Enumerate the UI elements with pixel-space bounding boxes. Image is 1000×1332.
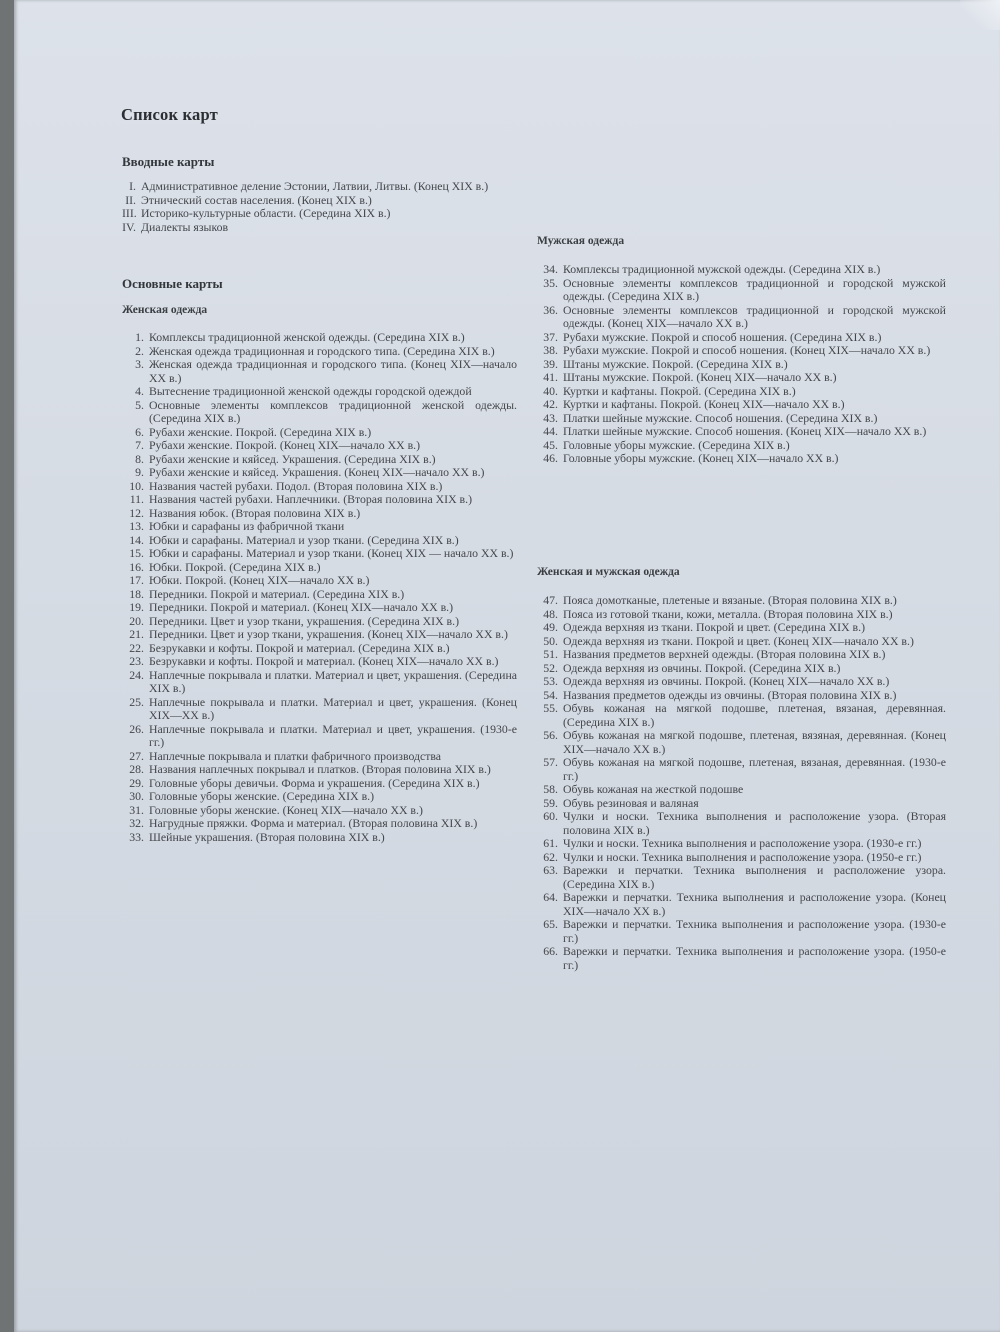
item-text: Наплечные покрывала и платки. Материал и цвет, украшения. (Середина XIX в.) <box>149 667 517 695</box>
list-item <box>122 385 517 399</box>
item-text: Рубахи мужские. Покрой и способ ношения. (Середина XIX в.) <box>563 329 882 344</box>
item-number: 6. <box>135 424 144 439</box>
item-number: 60. <box>543 809 558 823</box>
item-number: 37. <box>543 329 558 344</box>
item-text: Юбки. Покрой. (Конец XIX—начало XX в.) <box>149 573 370 587</box>
item-text: Одежда верхняя из овчины. Покрой. (Середина XIX в.) <box>563 660 841 675</box>
item-number: 49. <box>543 620 558 634</box>
list-item <box>122 493 517 507</box>
item-text: Передники. Покрой и материал. (Конец XIX—начало XX в.) <box>149 600 454 614</box>
item-number: 9. <box>135 465 144 479</box>
item-text: Женская одежда традиционная и городского типа. (Конец XIX—начало XX в.) <box>149 357 517 385</box>
list-item <box>122 207 517 221</box>
list-item <box>122 790 517 804</box>
item-text: Основные элементы комплексов традиционной женской одежды. (Середина XIX в.) <box>149 397 517 425</box>
list-item <box>122 655 517 669</box>
item-number: 18. <box>129 586 144 601</box>
item-text: Одежда верхняя из овчины. Покрой. (Конец XIX—начало XX в.) <box>563 674 890 688</box>
item-number: 44. <box>543 424 558 438</box>
item-number: 53. <box>543 674 558 688</box>
item-number: 38. <box>543 343 558 357</box>
page-title: Список карт <box>121 105 218 124</box>
men-list <box>536 263 946 466</box>
item-number: 15. <box>129 546 144 560</box>
item-number: 11. <box>129 492 144 506</box>
list-item <box>122 615 517 629</box>
list-item <box>536 277 946 304</box>
item-text: Обувь кожаная на мягкой подошве, плетеная, вязяная, деревянная. (Конец XIX—начало XX в.) <box>563 728 946 756</box>
item-number: 24. <box>129 667 144 682</box>
list-item <box>122 763 517 777</box>
list-item <box>536 837 946 851</box>
women-list <box>122 331 517 844</box>
item-number: I. <box>129 179 136 193</box>
list-item <box>536 621 946 635</box>
item-text: Женская одежда традиционная и городского типа. (Середина XIX в.) <box>149 343 495 358</box>
item-number: 23. <box>129 654 144 668</box>
item-number: 13. <box>129 519 144 533</box>
both-list <box>536 594 946 972</box>
item-text: Варежки и перчатки. Техника выполнения и расположение узора. (1950-е гг.) <box>563 944 946 972</box>
item-number: 32. <box>129 816 144 830</box>
document-page <box>14 0 1000 1332</box>
list-item <box>536 452 946 466</box>
main-heading: Основные карты <box>122 276 223 291</box>
list-item <box>536 729 946 756</box>
list-item <box>122 696 517 723</box>
list-item <box>536 398 946 412</box>
item-text: Рубахи мужские. Покрой и способ ношения. (Конец XIX—начало XX в.) <box>563 343 931 357</box>
item-text: Рубахи женские. Покрой. (Середина XIX в.) <box>149 424 372 439</box>
list-item <box>536 635 946 649</box>
item-text: Передники. Покрой и материал. (Середина XIX в.) <box>149 586 405 601</box>
item-number: 36. <box>543 302 558 317</box>
list-item <box>536 918 946 945</box>
list-item <box>536 756 946 783</box>
item-text: Головные уборы мужские. (Конец XIX—начало XX в.) <box>563 451 839 465</box>
item-text: Обувь кожаная на мягкой подошве, плетеная, вязаная, деревянная. (1930-е гг.) <box>563 755 946 783</box>
item-number: 57. <box>543 755 558 769</box>
list-item <box>122 520 517 534</box>
item-text: Платки шейные мужские. Способ ношения. (Середина XIX в.) <box>563 410 878 425</box>
men-heading: Мужская одежда <box>537 235 625 247</box>
item-number: 17. <box>129 573 144 587</box>
item-text: Головные уборы мужские. (Середина XIX в.) <box>563 437 790 452</box>
item-number: 14. <box>129 532 144 547</box>
list-item <box>536 608 946 622</box>
list-item <box>122 426 517 440</box>
item-number: 58. <box>543 782 558 796</box>
item-number: 40. <box>543 383 558 398</box>
item-text: Чулки и носки. Техника выполнения и расположение узора. (Вторая половина XIX в.) <box>563 809 946 837</box>
item-number: 26. <box>129 721 144 736</box>
list-item <box>122 750 517 764</box>
list-item <box>536 648 946 662</box>
item-text: Куртки и кафтаны. Покрой. (Конец XIX—начало XX в.) <box>563 397 845 411</box>
item-text: Обувь кожаная на мягкой подошве, плетеная, вязаная, деревянная. (Середина XIX в.) <box>563 701 946 729</box>
both-heading: Женская и мужская одежда <box>537 566 680 578</box>
list-item <box>536 702 946 729</box>
item-text: Одежда верхняя из ткани. Покрой и цвет. (Конец XIX—начало XX в.) <box>563 633 914 648</box>
item-text: Диалекты языков <box>141 219 229 234</box>
item-number: 33. <box>129 829 144 844</box>
list-item <box>122 358 517 385</box>
item-text: Основные элементы комплексов традиционной и городской мужской одежды. (Середина XIX в.) <box>563 275 946 303</box>
item-number: 25. <box>129 694 144 709</box>
list-item <box>122 831 517 845</box>
list-item <box>536 331 946 345</box>
list-item <box>536 945 946 972</box>
item-number: 7. <box>135 438 144 452</box>
item-text: Названия частей рубахи. Подол. (Вторая половина XIX в.) <box>149 478 443 493</box>
item-text: Наплечные покрывала и платки. Материал и цвет, украшения. (1930-е гг.) <box>149 721 517 749</box>
list-item <box>122 642 517 656</box>
list-item <box>122 804 517 818</box>
list-item <box>536 891 946 918</box>
item-text: Историко-культурные области. (Середина XIX в.) <box>141 206 391 220</box>
item-number: 2. <box>135 343 144 358</box>
item-number: 10. <box>129 478 144 493</box>
item-text: Пояса из готовой ткани, кожи, металла. (Вторая половина XIX в.) <box>563 606 893 621</box>
item-text: Обувь резиновая и валяная <box>563 795 699 810</box>
item-number: 48. <box>543 606 558 621</box>
list-item <box>536 304 946 331</box>
list-item <box>536 689 946 703</box>
list-item <box>536 783 946 797</box>
list-item <box>122 547 517 561</box>
item-text: Куртки и кафтаны. Покрой. (Середина XIX в.) <box>563 383 796 398</box>
item-number: 64. <box>543 890 558 904</box>
item-number: 51. <box>543 647 558 661</box>
list-item <box>536 864 946 891</box>
item-text: Чулки и носки. Техника выполнения и расположение узора. (1950-е гг.) <box>563 849 922 864</box>
item-text: Чулки и носки. Техника выполнения и расположение узора. (1930-е гг.) <box>563 836 922 850</box>
item-number: 29. <box>129 775 144 790</box>
list-item <box>122 399 517 426</box>
item-number: 55. <box>543 701 558 715</box>
item-number: III. <box>122 206 137 220</box>
item-text: Штаны мужские. Покрой. (Середина XIX в.) <box>563 356 788 371</box>
item-text: Названия предметов одежды из овчины. (Вторая половина XIX в.) <box>563 687 897 702</box>
item-text: Вытеснение традиционной женской одежды городской одеждой <box>149 384 472 398</box>
item-text: Наплечные покрывала и платки. Материал и цвет, украшения. (Конец XIX—XX в.) <box>149 694 517 722</box>
list-item <box>122 574 517 588</box>
item-number: 50. <box>543 633 558 648</box>
item-text: Обувь кожаная на жесткой подошве <box>563 782 744 796</box>
list-item <box>122 480 517 494</box>
item-number: 16. <box>129 559 144 574</box>
list-item <box>536 371 946 385</box>
item-text: Головные уборы женские. (Конец XIX—начало XX в.) <box>149 802 423 817</box>
item-text: Нагрудные пряжки. Форма и материал. (Вторая половина XIX в.) <box>149 816 478 830</box>
item-text: Безрукавки и кофты. Покрой и материал. (Конец XIX—начало XX в.) <box>149 654 499 668</box>
item-text: Наплечные покрывала и платки фабричного производства <box>149 748 442 763</box>
item-number: 28. <box>129 762 144 776</box>
item-text: Платки шейные мужские. Способ ношения. (Конец XIX—начало XX в.) <box>563 424 927 438</box>
list-item <box>122 628 517 642</box>
item-text: Варежки и перчатки. Техника выполнения и расположение узора. (Середина XIX в.) <box>563 863 946 891</box>
list-item <box>536 412 946 426</box>
item-number: 1. <box>135 330 144 344</box>
item-number: 62. <box>543 849 558 864</box>
item-text: Пояса домотканые, плетеные и вязаные. (Вторая половина XIX в.) <box>563 593 897 607</box>
list-item <box>536 810 946 837</box>
list-item <box>536 662 946 676</box>
item-text: Этнический состав населения. (Конец XIX в.) <box>141 192 372 207</box>
list-item <box>122 331 517 345</box>
item-number: IV. <box>122 219 136 234</box>
women-heading: Женская одежда <box>122 304 208 316</box>
list-item <box>122 588 517 602</box>
item-number: 43. <box>543 410 558 425</box>
item-number: 5. <box>135 397 144 412</box>
list-item <box>122 534 517 548</box>
item-number: 21. <box>129 627 144 641</box>
item-text: Одежда верхняя из ткани. Покрой и цвет. (Середина XIX в.) <box>563 620 866 634</box>
list-item <box>536 675 946 689</box>
item-text: Основные элементы комплексов традиционной и городской мужской одежды. (Конец XIX—начало XX в.) <box>563 302 946 330</box>
item-text: Передники. Цвет и узор ткани, украшения. (Середина XIX в.) <box>149 613 460 628</box>
item-text: Комплексы традиционной женской одежды. (Середина XIX в.) <box>149 330 465 344</box>
item-number: II. <box>125 192 136 207</box>
item-number: 30. <box>129 789 144 803</box>
item-number: 46. <box>543 451 558 465</box>
item-text: Безрукавки и кофты. Покрой и материал. (Середина XIX в.) <box>149 640 450 655</box>
item-text: Административное деление Эстонии, Латвии, Литвы. (Конец XIX в.) <box>141 179 489 193</box>
item-text: Передники. Цвет и узор ткани, украшения. (Конец XIX—начало XX в.) <box>149 627 508 641</box>
item-text: Рубахи женские и кяйсед. Украшения. (Середина XIX в.) <box>149 451 436 466</box>
list-item <box>536 797 946 811</box>
list-item <box>122 817 517 831</box>
list-item <box>122 507 517 521</box>
list-item <box>536 358 946 372</box>
list-item <box>122 601 517 615</box>
list-item <box>536 344 946 358</box>
item-number: 22. <box>129 640 144 655</box>
list-item <box>122 466 517 480</box>
item-number: 39. <box>543 356 558 371</box>
item-text: Шейные украшения. (Вторая половина XIX в.) <box>149 829 385 844</box>
item-text: Штаны мужские. Покрой. (Конец XIX—начало XX в.) <box>563 370 837 384</box>
list-item <box>122 777 517 791</box>
item-number: 27. <box>129 748 144 763</box>
item-number: 66. <box>543 944 558 958</box>
item-text: Юбки и сарафаны из фабричной ткани <box>149 519 345 533</box>
list-item <box>536 594 946 608</box>
list-item <box>122 194 517 208</box>
item-number: 59. <box>543 795 558 810</box>
item-number: 31. <box>129 802 144 817</box>
item-number: 42. <box>543 397 558 411</box>
item-number: 20. <box>129 613 144 628</box>
item-text: Юбки. Покрой. (Середина XIX в.) <box>149 559 321 574</box>
item-text: Юбки и сарафаны. Материал и узор ткани. (Середина XIX в.) <box>149 532 459 547</box>
item-text: Варежки и перчатки. Техника выполнения и расположение узора. (1930-е гг.) <box>563 917 946 945</box>
item-text: Головные уборы женские. (Середина XIX в.) <box>149 789 375 803</box>
page-corner-crease <box>960 0 1000 30</box>
list-item <box>122 345 517 359</box>
item-text: Головные уборы девичьи. Форма и украшения. (Середина XIX в.) <box>149 775 480 790</box>
list-item <box>122 669 517 696</box>
item-number: 41. <box>543 370 558 384</box>
intro-heading: Вводные карты <box>122 154 215 169</box>
item-text: Комплексы традиционной мужской одежды. (Середина XIX в.) <box>563 262 881 276</box>
item-number: 12. <box>129 505 144 520</box>
item-number: 61. <box>543 836 558 850</box>
item-number: 19. <box>129 600 144 614</box>
list-item <box>536 385 946 399</box>
item-text: Варежки и перчатки. Техника выполнения и расположение узора. (Конец XIX—начало XX в.) <box>563 890 946 918</box>
intro-list <box>122 180 517 234</box>
list-item <box>536 425 946 439</box>
item-number: 35. <box>543 275 558 290</box>
list-item <box>122 561 517 575</box>
list-item <box>122 439 517 453</box>
item-text: Рубахи женские. Покрой. (Конец XIX—начало XX в.) <box>149 438 421 452</box>
item-text: Названия наплечных покрывал и платков. (Вторая половина XIX в.) <box>149 762 491 776</box>
item-text: Названия предметов верхней одежды. (Вторая половина XIX в.) <box>563 647 886 661</box>
list-item <box>122 180 517 194</box>
item-number: 34. <box>543 262 558 276</box>
list-item <box>122 453 517 467</box>
item-text: Юбки и сарафаны. Материал и узор ткани. (Конец XIX — начало XX в.) <box>149 546 514 560</box>
item-text: Названия частей рубахи. Наплечники. (Вторая половина XIX в.) <box>149 492 472 506</box>
list-item <box>122 221 517 235</box>
list-item <box>536 851 946 865</box>
item-number: 56. <box>543 728 558 742</box>
item-number: 54. <box>543 687 558 702</box>
list-item <box>536 263 946 277</box>
item-number: 3. <box>135 357 144 371</box>
item-number: 52. <box>543 660 558 675</box>
item-text: Названия юбок. (Вторая половина XIX в.) <box>149 505 361 520</box>
list-item <box>122 723 517 750</box>
item-number: 4. <box>135 384 144 398</box>
item-number: 8. <box>135 451 144 466</box>
list-item <box>536 439 946 453</box>
item-number: 65. <box>543 917 558 931</box>
item-number: 47. <box>543 593 558 607</box>
item-number: 45. <box>543 437 558 452</box>
item-text: Рубахи женские и кяйсед. Украшения. (Конец XIX—начало XX в.) <box>149 465 485 479</box>
item-number: 63. <box>543 863 558 877</box>
